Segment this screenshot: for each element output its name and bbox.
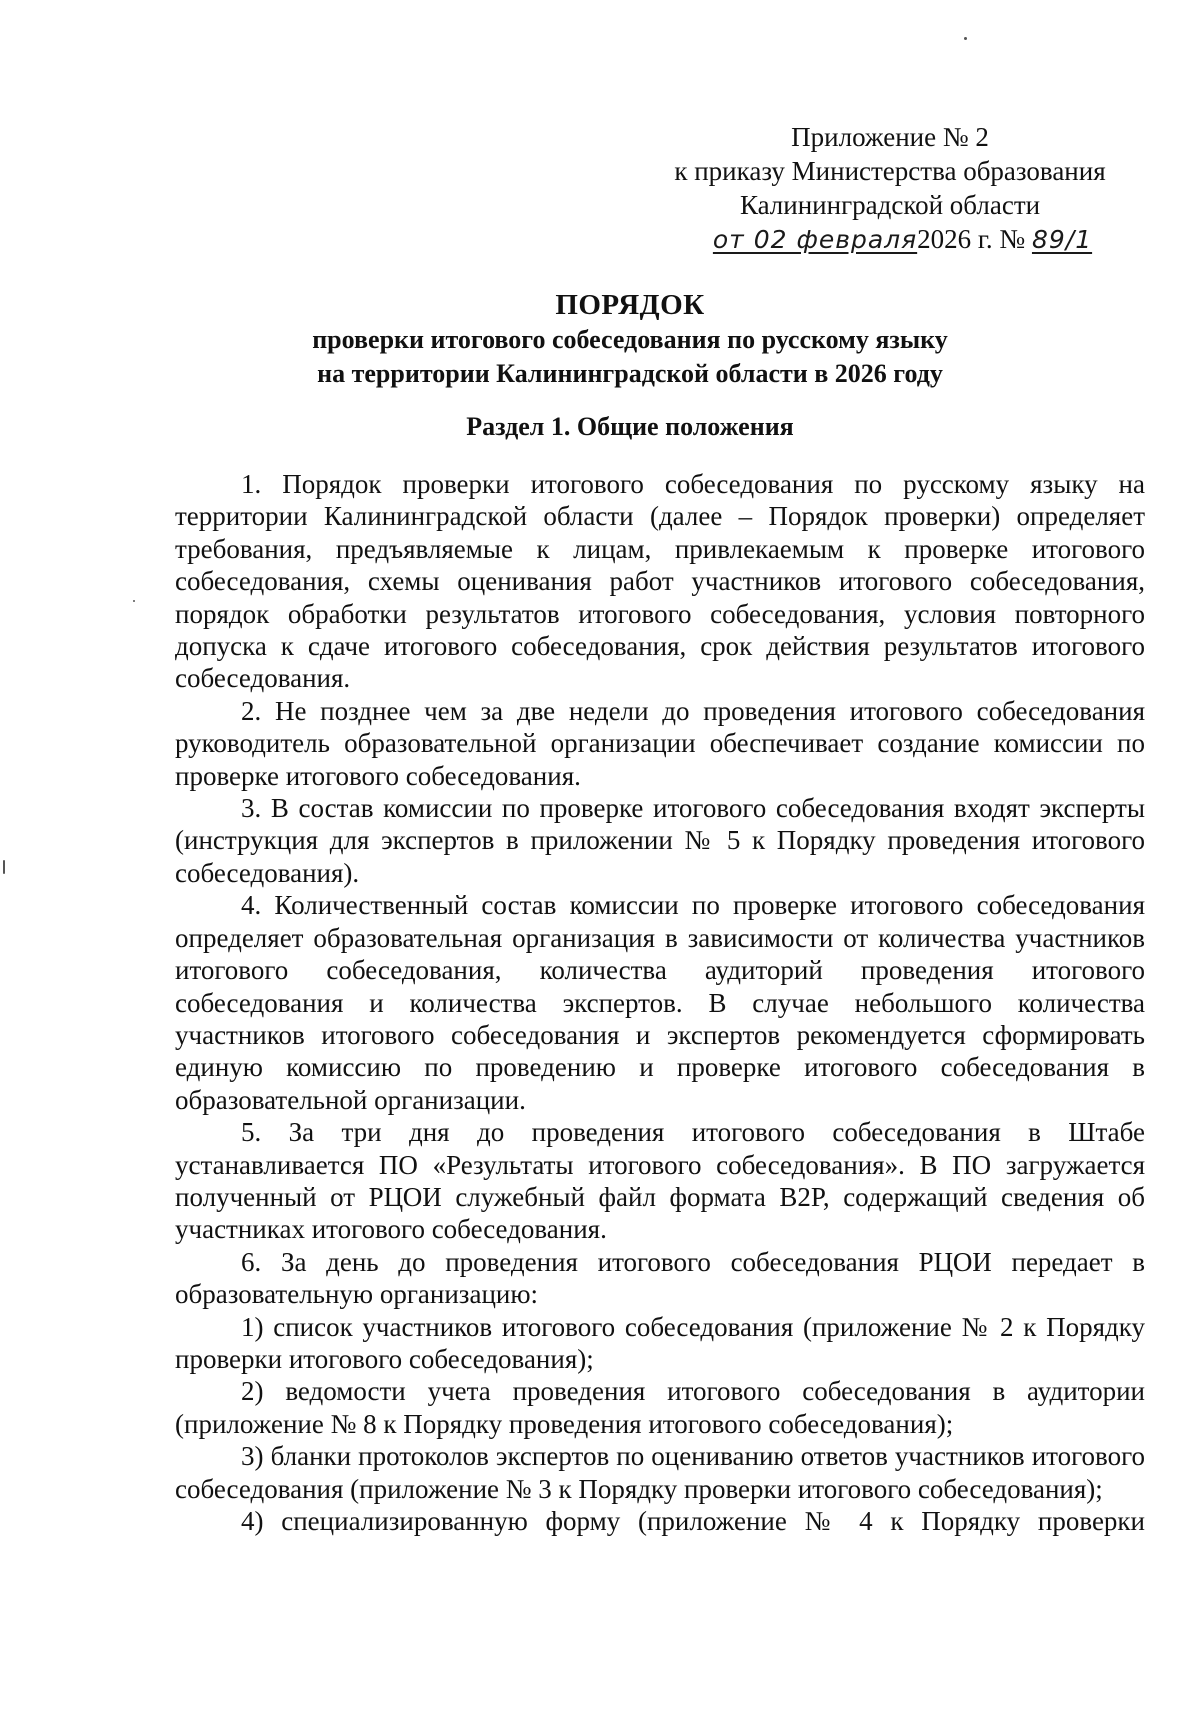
paragraph-4: 4. Количественный состав комиссии по проверке итогового собеседования определяет образовательная организация в зависимости от количества участников итогового собеседования, количества аудиторий проведения итогового собеседования и количества экспертов. В случае небольшого количества участников итогового собеседования и экспертов рекомендуется сформировать единую комиссию по проведению и проверке итогового собеседования в образовательной организации. bbox=[175, 890, 1145, 1115]
appendix-header bbox=[660, 120, 1120, 257]
document-title: ПОРЯДОК bbox=[555, 289, 705, 321]
document-body bbox=[175, 468, 1145, 1537]
paragraph-1: 1. Порядок проверки итогового собеседования по русскому языку на территории Калининградской области (далее – Порядок проверки) определяет требования, предъявляемые к лицам, привлекаемым к проверке итогового собеседования, схемы оценивания работ участников итогового собеседования, порядок обработки результатов итогового собеседования, условия повторного допуска к сдаче итогового собеседования, срок действия результатов итогового собеседования. bbox=[175, 469, 1145, 694]
handwritten-date: от 02 февраля bbox=[712, 225, 918, 254]
section-heading: Раздел 1. Общие положения bbox=[466, 412, 794, 441]
handwritten-order-number: 89/1 bbox=[1031, 225, 1093, 254]
list-item-3: 3) бланки протоколов экспертов по оцениванию ответов участников итогового собеседования (приложение № 3 к Порядку проверки итогового собеседования); bbox=[175, 1441, 1145, 1504]
order-date-number bbox=[685, 222, 1120, 257]
paragraph-5: 5. За три дня до проведения итогового собеседования в Штабе устанавливается ПО «Результаты итогового собеседования». В ПО загружается полученный от РЦОИ служебный файл формата B2P, содержащий сведения об участниках итогового собеседования. bbox=[175, 1117, 1145, 1245]
list-item-2: 2) ведомости учета проведения итогового собеседования в аудитории (приложение № 8 к Порядку проведения итогового собеседования); bbox=[175, 1376, 1145, 1439]
list-item-1: 1) список участников итогового собеседования (приложение № 2 к Порядку проверки итогового собеседования); bbox=[175, 1311, 1145, 1374]
document-subtitle-line-1: проверки итогового собеседования по русскому языку bbox=[312, 325, 948, 354]
scan-speck bbox=[964, 37, 967, 40]
scan-speck bbox=[133, 600, 135, 602]
scan-speck bbox=[3, 860, 5, 874]
paragraph-3: 3. В состав комиссии по проверке итогового собеседования входят эксперты (инструкция для экспертов в приложении № 5 к Порядку проведения итогового собеседования). bbox=[175, 793, 1145, 888]
appendix-line-1: Приложение № 2 bbox=[791, 122, 989, 152]
paragraph-6: 6. За день до проведения итогового собеседования РЦОИ передает в образовательную организацию: bbox=[175, 1246, 1145, 1310]
document-subtitle-line-2: на территории Калининградской области в 2026 году bbox=[317, 359, 943, 388]
appendix-line-3: Калининградской области bbox=[739, 190, 1041, 220]
document-title-block bbox=[175, 287, 1085, 391]
appendix-line-2: к приказу Министерства образования bbox=[674, 156, 1106, 186]
list-item-4: 4) специализированную форму (приложение № 4 к Порядку проверки bbox=[241, 1506, 1145, 1536]
order-year-number-label: 2026 г. № bbox=[917, 224, 1026, 254]
paragraph-2: 2. Не позднее чем за две недели до проведения итогового собеседования руководитель образовательной организации обеспечивает создание комиссии по проверке итогового собеседования. bbox=[175, 695, 1145, 791]
